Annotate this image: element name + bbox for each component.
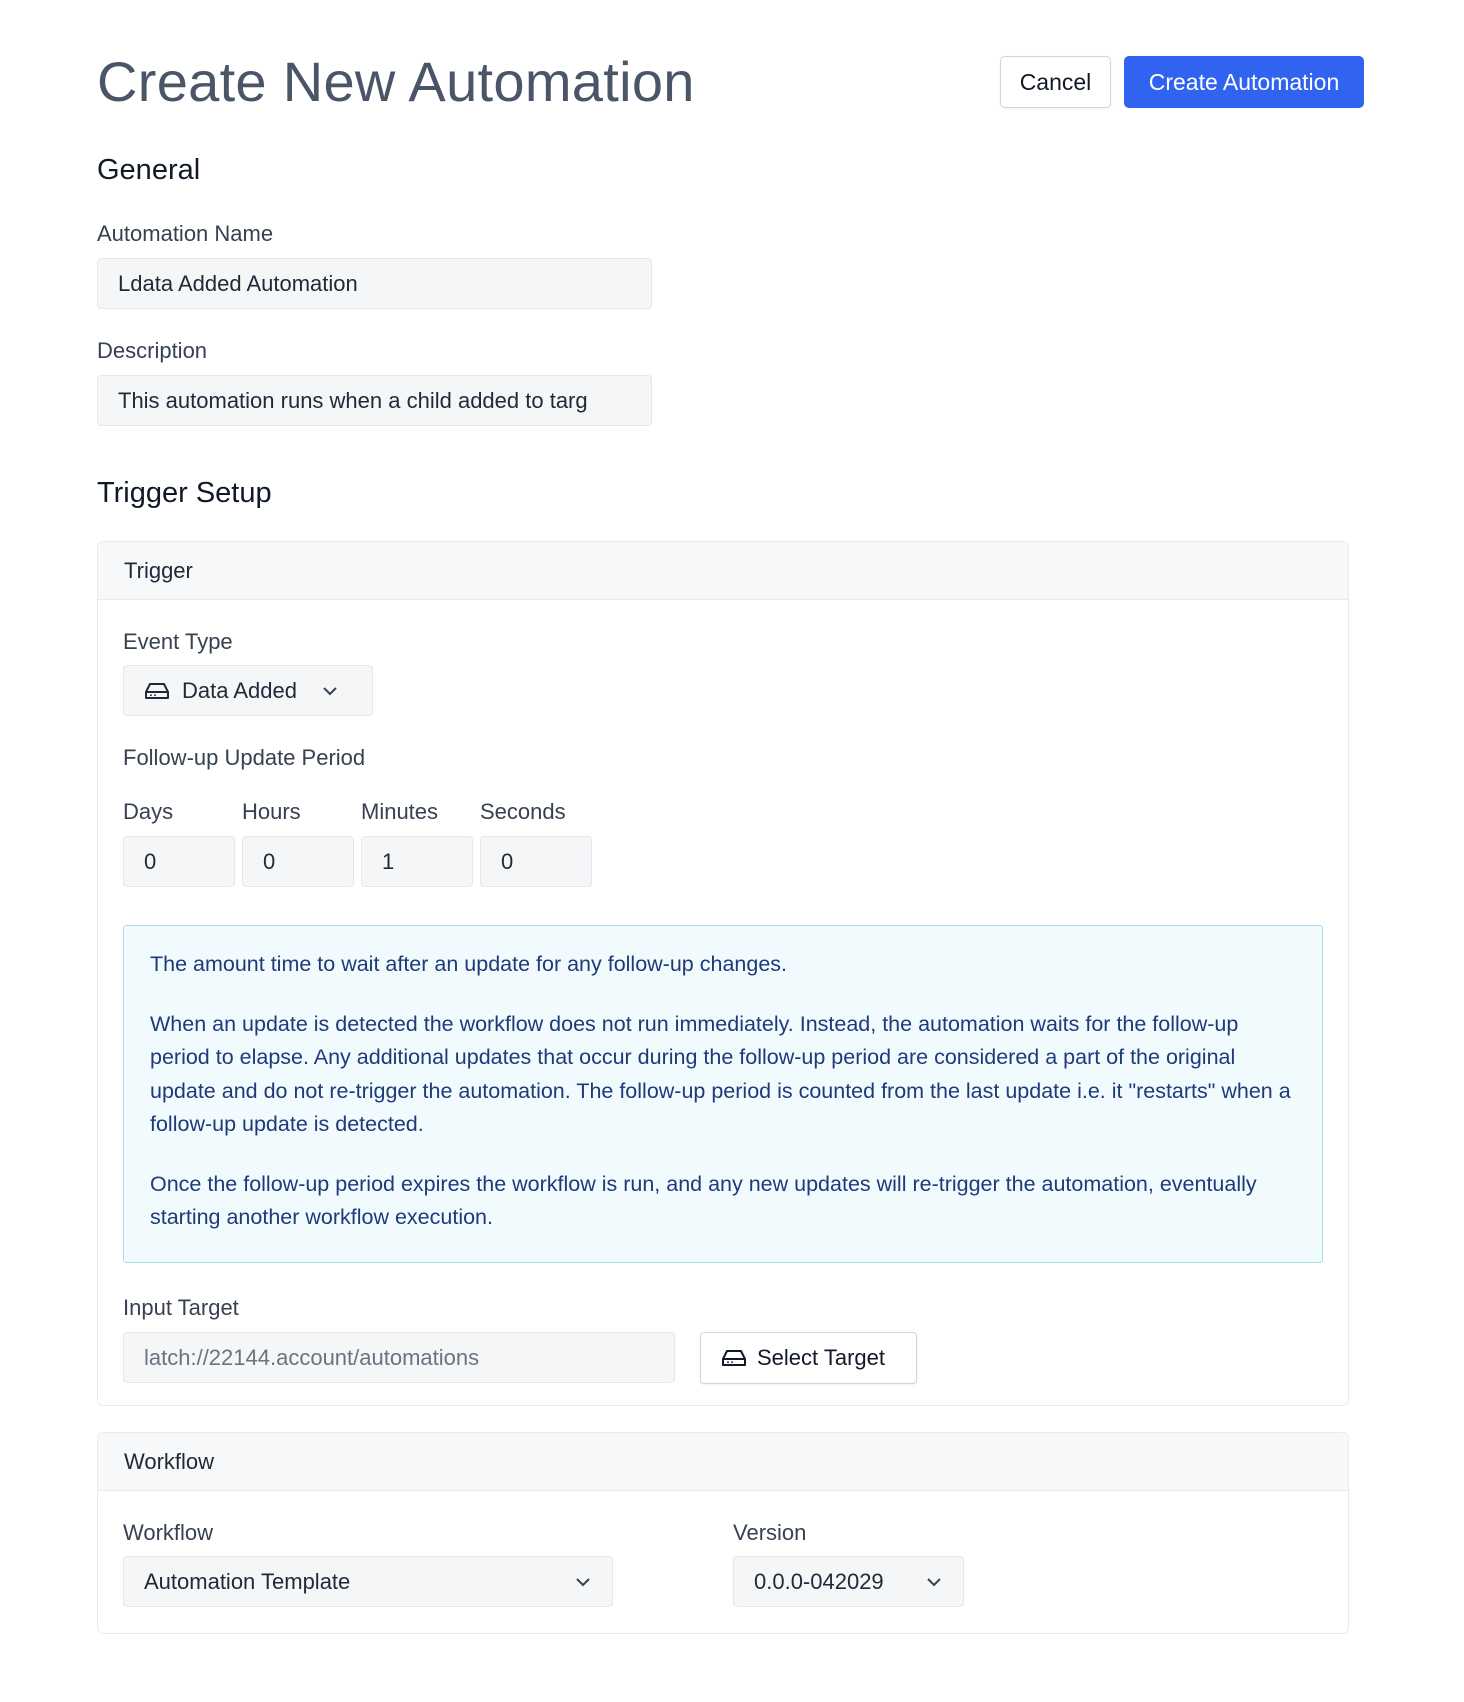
page-title: Create New Automation xyxy=(97,50,695,113)
version-label: Version xyxy=(733,1520,807,1545)
followup-period-label: Follow-up Update Period xyxy=(123,745,366,770)
hours-label: Hours xyxy=(242,799,301,824)
event-type-value: Data Added xyxy=(182,677,297,703)
followup-info-box xyxy=(123,925,1323,1263)
trigger-setup-section-title: Trigger Setup xyxy=(97,477,272,509)
chevron-down-icon xyxy=(321,685,339,697)
chevron-down-icon xyxy=(925,1576,943,1588)
drive-icon xyxy=(721,1348,747,1368)
info-paragraph-1: The amount time to wait after an update for any follow-up changes. xyxy=(150,952,788,976)
info-paragraph-2: When an update is detected the workflow does not run immediately. Instead, the automation waits for the follow-up period to elapse. Any additional updates that occur during the follow-up period are considered a part of the original update and do not re-trigger the automation. The follow-up period is counted from the last update i.e. it "restarts" when a follow-up update is detected. xyxy=(150,1011,1291,1136)
version-value: 0.0.0-042029 xyxy=(754,1568,884,1594)
trigger-card xyxy=(97,541,1349,1406)
description-label: Description xyxy=(97,338,208,363)
hours-input[interactable]: 0 xyxy=(242,836,354,887)
minutes-label: Minutes xyxy=(361,799,439,824)
create-automation-button[interactable]: Create Automation xyxy=(1124,56,1364,108)
input-target-field: latch://22144.account/automations xyxy=(123,1332,675,1383)
cancel-button[interactable]: Cancel xyxy=(1000,56,1111,108)
description-input[interactable]: This automation runs when a child added to targ xyxy=(97,375,652,426)
workflow-card-header: Workflow xyxy=(98,1433,1348,1491)
event-type-select[interactable] xyxy=(123,665,373,716)
days-input[interactable]: 0 xyxy=(123,836,235,887)
drive-icon xyxy=(144,681,170,701)
general-section-title: General xyxy=(97,154,201,186)
workflow-value: Automation Template xyxy=(144,1568,351,1594)
trigger-card-header: Trigger xyxy=(98,542,1348,600)
info-paragraph-3: Once the follow-up period expires the workflow is run, and any new updates will re-trigger the automation, eventually starting another workflow execution. xyxy=(150,1171,1257,1229)
automation-name-label: Automation Name xyxy=(97,221,274,246)
chevron-down-icon xyxy=(574,1576,592,1588)
version-select[interactable] xyxy=(733,1556,964,1607)
workflow-card xyxy=(97,1432,1349,1634)
seconds-label: Seconds xyxy=(480,799,566,824)
event-type-label: Event Type xyxy=(123,629,233,654)
days-label: Days xyxy=(123,799,174,824)
seconds-input[interactable]: 0 xyxy=(480,836,592,887)
workflow-select[interactable] xyxy=(123,1556,613,1607)
input-target-label: Input Target xyxy=(123,1295,239,1320)
automation-name-input[interactable]: Ldata Added Automation xyxy=(97,258,652,309)
select-target-label: Select Target xyxy=(757,1345,886,1370)
select-target-button[interactable] xyxy=(700,1332,917,1384)
workflow-label: Workflow xyxy=(123,1520,214,1545)
minutes-input[interactable]: 1 xyxy=(361,836,473,887)
